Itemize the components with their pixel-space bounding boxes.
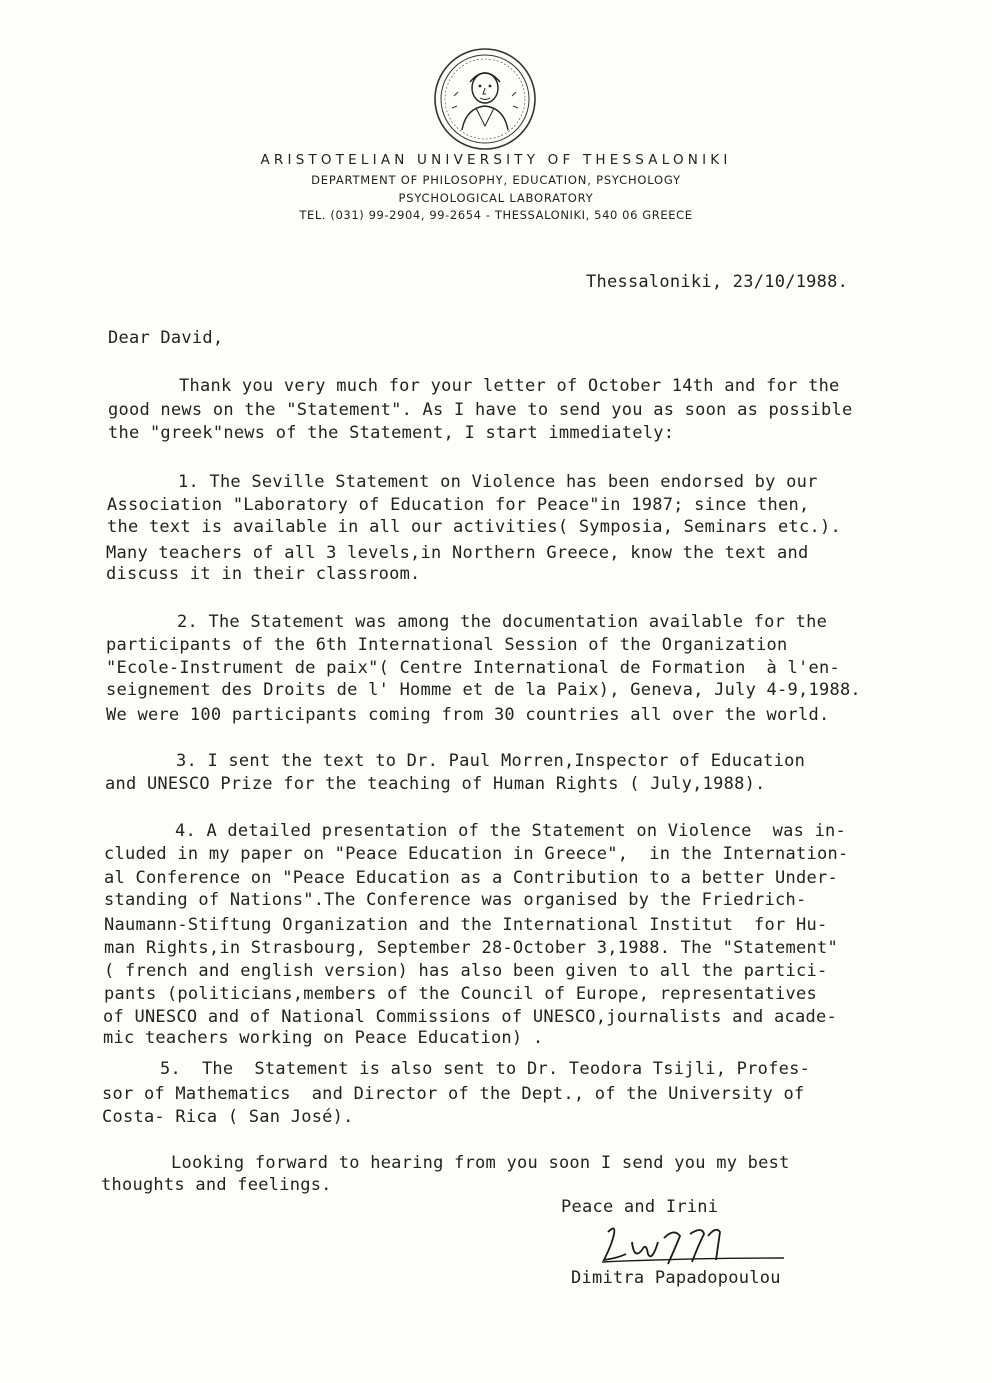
body-line: man Rights,in Strasbourg, September 28-October 3,1988. The "Statement"	[104, 938, 838, 958]
letter-date: Thessaloniki, 23/10/1988.	[586, 272, 849, 292]
body-line: participants of the 6th International Session of the Organization	[106, 635, 788, 655]
body-line: al Conference on "Peace Education as a Contribution to a better Under-	[104, 868, 838, 888]
body-line: 5. The Statement is also sent to Dr. Teodora Tsijli, Profes-	[160, 1059, 811, 1079]
body-line: the text is available in all our activities( Symposia, Seminars etc.).	[107, 517, 841, 537]
body-line: thoughts and feelings.	[101, 1175, 332, 1195]
body-line: and UNESCO Prize for the teaching of Human Rights ( July,1988).	[105, 774, 766, 794]
body-line: Costa- Rica ( San José).	[102, 1107, 354, 1127]
body-line: "Ecole-Instrument de paix"( Centre International de Formation à l'en-	[106, 658, 840, 678]
body-line: 3. I sent the text to Dr. Paul Morren,Inspector of Education	[176, 751, 806, 771]
body-line: 1. The Seville Statement on Violence has been endorsed by our	[178, 472, 818, 492]
signatory-name: Dimitra Papadopoulou	[571, 1268, 781, 1288]
body-line: Many teachers of all 3 levels,in Northern Greece, know the text and	[106, 543, 809, 563]
body-line: We were 100 participants coming from 30 countries all over the world.	[106, 705, 830, 725]
department-name: DEPARTMENT OF PHILOSOPHY, EDUCATION, PSYCHOLOGY	[311, 173, 681, 187]
body-line: Naumann-Stiftung Organization and the International Institut for Hu-	[104, 915, 828, 935]
body-line: 2. The Statement was among the documentation available for the	[177, 612, 828, 632]
university-name: ARISTOTELIAN UNIVERSITY OF THESSALONIKI	[260, 152, 732, 168]
handwritten-signature	[598, 1220, 788, 1270]
body-line: sor of Mathematics and Director of the Dept., of the University of	[102, 1084, 805, 1104]
body-line: ( french and english version) has also been given to all the partici-	[104, 961, 828, 981]
body-line: standing of Nations".The Conference was organised by the Friedrich-	[104, 890, 807, 910]
body-line: Thank you very much for your letter of October 14th and for the	[179, 376, 840, 396]
body-line: good news on the "Statement". As I have to send you as soon as possible	[108, 400, 853, 420]
body-line: of UNESCO and of National Commissions of UNESCO,journalists and acade-	[103, 1007, 837, 1027]
salutation: Dear David,	[108, 328, 224, 348]
body-line: seignement des Droits de l' Homme et de la Paix), Geneva, July 4-9,1988.	[106, 680, 861, 700]
body-line: pants (politicians,members of the Council of Europe, representatives	[104, 984, 817, 1004]
body-line: Association "Laboratory of Education for Peace"in 1987; since then,	[107, 495, 810, 515]
body-line: cluded in my paper on "Peace Education in Greece", in the Internation-	[104, 844, 849, 864]
university-seal-icon	[432, 46, 538, 152]
body-line: mic teachers working on Peace Education) .	[103, 1028, 544, 1048]
body-line: discuss it in their classroom.	[106, 564, 421, 584]
body-line: 4. A detailed presentation of the Statement on Violence was in-	[175, 821, 847, 841]
body-line: Looking forward to hearing from you soon I send you my best	[171, 1153, 790, 1173]
contact-info: TEL. (031) 99-2904, 99-2654 - THESSALONIKI, 540 06 GREECE	[299, 208, 693, 222]
closing: Peace and Irini	[561, 1197, 719, 1217]
laboratory-name: PSYCHOLOGICAL LABORATORY	[398, 191, 594, 205]
body-line: the "greek"news of the Statement, I start immediately:	[108, 423, 675, 443]
